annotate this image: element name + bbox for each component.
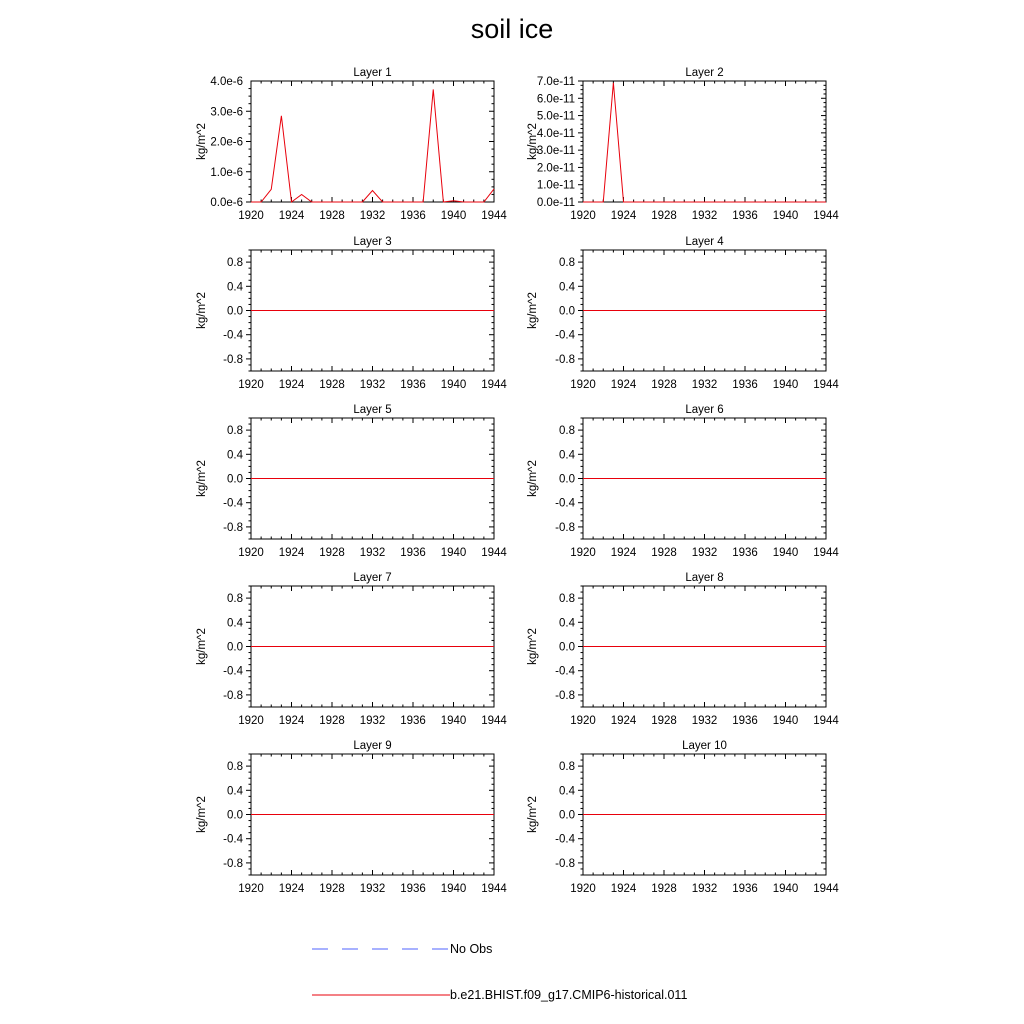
legend-obs-label: No Obs	[450, 942, 493, 956]
y-tick-label: 0.0	[559, 641, 575, 654]
x-tick-label: 1936	[732, 547, 758, 559]
y-tick-label: 0.0	[559, 473, 575, 486]
x-tick-label: 1920	[238, 883, 264, 895]
x-tick-label: 1920	[570, 210, 596, 222]
y-tick-label: 2.0e-6	[210, 136, 243, 149]
y-tick-label: -0.8	[555, 857, 575, 870]
panel-layer-7	[196, 572, 507, 727]
y-axis-label: kg/m^2	[196, 796, 208, 833]
x-tick-label: 1920	[570, 379, 596, 391]
x-tick-label: 1944	[813, 883, 839, 895]
series-line	[583, 83, 826, 202]
x-tick-label: 1944	[813, 547, 839, 559]
legend-model-label: b.e21.BHIST.f09_g17.CMIP6-historical.011	[450, 988, 688, 1002]
y-tick-label: 0.8	[227, 257, 243, 270]
x-tick-label: 1932	[691, 379, 718, 391]
y-tick-label: 2.0e-11	[536, 162, 575, 175]
y-tick-label: 0.0	[227, 305, 243, 318]
panel-title: Layer 6	[685, 404, 724, 416]
y-tick-label: 4.0e-11	[536, 127, 575, 140]
y-tick-label: 0.0	[227, 641, 243, 654]
plot-frame	[251, 81, 494, 202]
x-tick-label: 1928	[319, 379, 345, 391]
y-axis-label: kg/m^2	[527, 460, 539, 497]
panel-layer-9	[196, 740, 507, 895]
x-tick-label: 1924	[610, 210, 637, 222]
x-tick-label: 1944	[813, 379, 839, 391]
y-tick-label: -0.4	[555, 329, 575, 342]
x-tick-label: 1920	[238, 715, 264, 727]
x-tick-label: 1944	[813, 210, 839, 222]
legend-model-line-icon	[312, 987, 450, 1003]
y-tick-label: 0.4	[559, 449, 575, 462]
x-tick-label: 1940	[772, 547, 799, 559]
panel-title: Layer 2	[685, 67, 724, 79]
x-tick-label: 1944	[481, 210, 507, 222]
panel-title: Layer 10	[682, 740, 727, 752]
panel-title: Layer 4	[685, 236, 724, 248]
x-tick-label: 1924	[278, 883, 305, 895]
x-tick-label: 1940	[440, 210, 467, 222]
x-tick-label: 1932	[691, 547, 718, 559]
y-tick-label: 0.0	[227, 473, 243, 486]
y-tick-label: 0.8	[227, 761, 243, 774]
x-tick-label: 1928	[319, 210, 345, 222]
x-tick-label: 1928	[651, 210, 677, 222]
y-axis-label: kg/m^2	[196, 628, 208, 665]
x-tick-label: 1924	[610, 883, 637, 895]
y-tick-label: 0.0e-11	[536, 197, 575, 209]
y-tick-label: -0.4	[223, 497, 243, 510]
y-tick-label: 0.8	[227, 425, 243, 438]
y-tick-label: -0.8	[555, 353, 575, 366]
y-axis-label: kg/m^2	[196, 292, 208, 329]
y-tick-label: 0.8	[559, 257, 575, 270]
x-tick-label: 1932	[359, 715, 386, 727]
x-tick-label: 1940	[772, 883, 799, 895]
panel-title: Layer 3	[353, 236, 392, 248]
panel-layer-2	[527, 67, 839, 222]
y-tick-label: 3.0e-6	[210, 106, 243, 119]
y-tick-label: 6.0e-11	[536, 93, 575, 106]
y-axis-label: kg/m^2	[527, 628, 539, 665]
x-tick-label: 1932	[359, 210, 386, 222]
panel-title: Layer 1	[353, 67, 392, 79]
x-tick-label: 1920	[238, 379, 264, 391]
y-tick-label: 1.0e-6	[210, 166, 243, 179]
y-axis-label: kg/m^2	[196, 460, 208, 497]
panel-layer-1	[196, 67, 507, 222]
y-tick-label: -0.4	[223, 665, 243, 678]
x-tick-label: 1928	[319, 715, 345, 727]
panel-layer-6	[527, 404, 839, 559]
x-tick-label: 1932	[691, 715, 718, 727]
x-tick-label: 1944	[481, 883, 507, 895]
x-tick-label: 1924	[610, 547, 637, 559]
y-tick-label: 0.4	[559, 785, 575, 798]
panel-layer-5	[196, 404, 507, 559]
x-tick-label: 1920	[570, 883, 596, 895]
y-tick-label: 0.4	[559, 281, 575, 294]
panel-layer-4	[527, 236, 839, 391]
legend-obs-line-icon	[312, 941, 450, 957]
y-tick-label: -0.4	[555, 833, 575, 846]
y-tick-label: 1.0e-11	[536, 179, 575, 192]
y-tick-label: -0.4	[555, 497, 575, 510]
panel-layer-10	[527, 740, 839, 895]
x-tick-label: 1928	[319, 883, 345, 895]
y-tick-label: 0.4	[227, 617, 243, 630]
y-axis-label: kg/m^2	[527, 123, 539, 160]
x-tick-label: 1944	[813, 715, 839, 727]
x-tick-label: 1936	[400, 883, 426, 895]
y-axis-label: kg/m^2	[527, 292, 539, 329]
x-tick-label: 1940	[440, 547, 467, 559]
x-tick-label: 1936	[732, 210, 758, 222]
y-tick-label: -0.8	[555, 689, 575, 702]
x-tick-label: 1944	[481, 547, 507, 559]
y-tick-label: 0.0e-6	[210, 197, 243, 209]
x-tick-label: 1924	[278, 379, 305, 391]
x-tick-label: 1920	[570, 547, 596, 559]
x-tick-label: 1940	[440, 883, 467, 895]
plot-frame	[583, 81, 826, 202]
y-tick-label: 0.8	[559, 761, 575, 774]
x-tick-label: 1924	[610, 379, 637, 391]
y-tick-label: 0.8	[559, 425, 575, 438]
panel-title: Layer 9	[353, 740, 392, 752]
x-tick-label: 1936	[400, 547, 426, 559]
panel-title: Layer 5	[353, 404, 392, 416]
y-tick-label: 0.0	[559, 809, 575, 822]
y-tick-label: -0.4	[223, 329, 243, 342]
y-tick-label: 5.0e-11	[536, 110, 575, 123]
x-tick-label: 1936	[732, 715, 758, 727]
y-tick-label: 4.0e-6	[210, 76, 243, 88]
x-tick-label: 1944	[481, 715, 507, 727]
y-tick-label: 0.4	[559, 617, 575, 630]
y-tick-label: -0.8	[223, 689, 243, 702]
x-tick-label: 1936	[732, 379, 758, 391]
panel-layer-8	[527, 572, 839, 727]
y-tick-label: -0.4	[555, 665, 575, 678]
x-tick-label: 1936	[400, 715, 426, 727]
y-tick-label: -0.8	[223, 521, 243, 534]
x-tick-label: 1924	[278, 547, 305, 559]
y-tick-label: 0.8	[559, 593, 575, 606]
series-line	[251, 89, 494, 202]
x-tick-label: 1940	[772, 379, 799, 391]
x-tick-label: 1940	[440, 715, 467, 727]
x-tick-label: 1936	[732, 883, 758, 895]
y-tick-label: 0.4	[227, 449, 243, 462]
x-tick-label: 1932	[359, 547, 386, 559]
x-tick-label: 1920	[570, 715, 596, 727]
y-tick-label: -0.4	[223, 833, 243, 846]
y-tick-label: -0.8	[223, 857, 243, 870]
page-title: soil ice	[470, 14, 554, 44]
x-tick-label: 1932	[691, 883, 718, 895]
x-tick-label: 1920	[238, 547, 264, 559]
x-tick-label: 1936	[400, 379, 426, 391]
x-tick-label: 1932	[359, 379, 386, 391]
x-tick-label: 1932	[691, 210, 718, 222]
y-axis-label: kg/m^2	[196, 123, 208, 160]
x-tick-label: 1924	[610, 715, 637, 727]
x-tick-label: 1940	[440, 379, 467, 391]
x-tick-label: 1932	[359, 883, 386, 895]
y-tick-label: 7.0e-11	[536, 76, 575, 88]
y-tick-label: 0.4	[227, 785, 243, 798]
x-tick-label: 1936	[400, 210, 426, 222]
y-axis-label: kg/m^2	[527, 796, 539, 833]
x-tick-label: 1944	[481, 379, 507, 391]
legend-model	[312, 987, 687, 1003]
y-tick-label: 0.4	[227, 281, 243, 294]
x-tick-label: 1928	[651, 547, 677, 559]
y-tick-label: -0.8	[223, 353, 243, 366]
x-tick-label: 1928	[651, 883, 677, 895]
legend-obs	[312, 941, 492, 957]
panel-title: Layer 8	[685, 572, 724, 584]
y-tick-label: 0.0	[559, 305, 575, 318]
y-tick-label: 0.8	[227, 593, 243, 606]
x-tick-label: 1928	[319, 547, 345, 559]
x-tick-label: 1924	[278, 715, 305, 727]
x-tick-label: 1940	[772, 210, 799, 222]
y-tick-label: 3.0e-11	[536, 145, 575, 158]
x-tick-label: 1920	[238, 210, 264, 222]
y-tick-label: -0.8	[555, 521, 575, 534]
x-tick-label: 1928	[651, 379, 677, 391]
y-tick-label: 0.0	[227, 809, 243, 822]
x-tick-label: 1928	[651, 715, 677, 727]
panel-title: Layer 7	[353, 572, 392, 584]
x-tick-label: 1924	[278, 210, 305, 222]
x-tick-label: 1940	[772, 715, 799, 727]
panel-layer-3	[196, 236, 507, 391]
